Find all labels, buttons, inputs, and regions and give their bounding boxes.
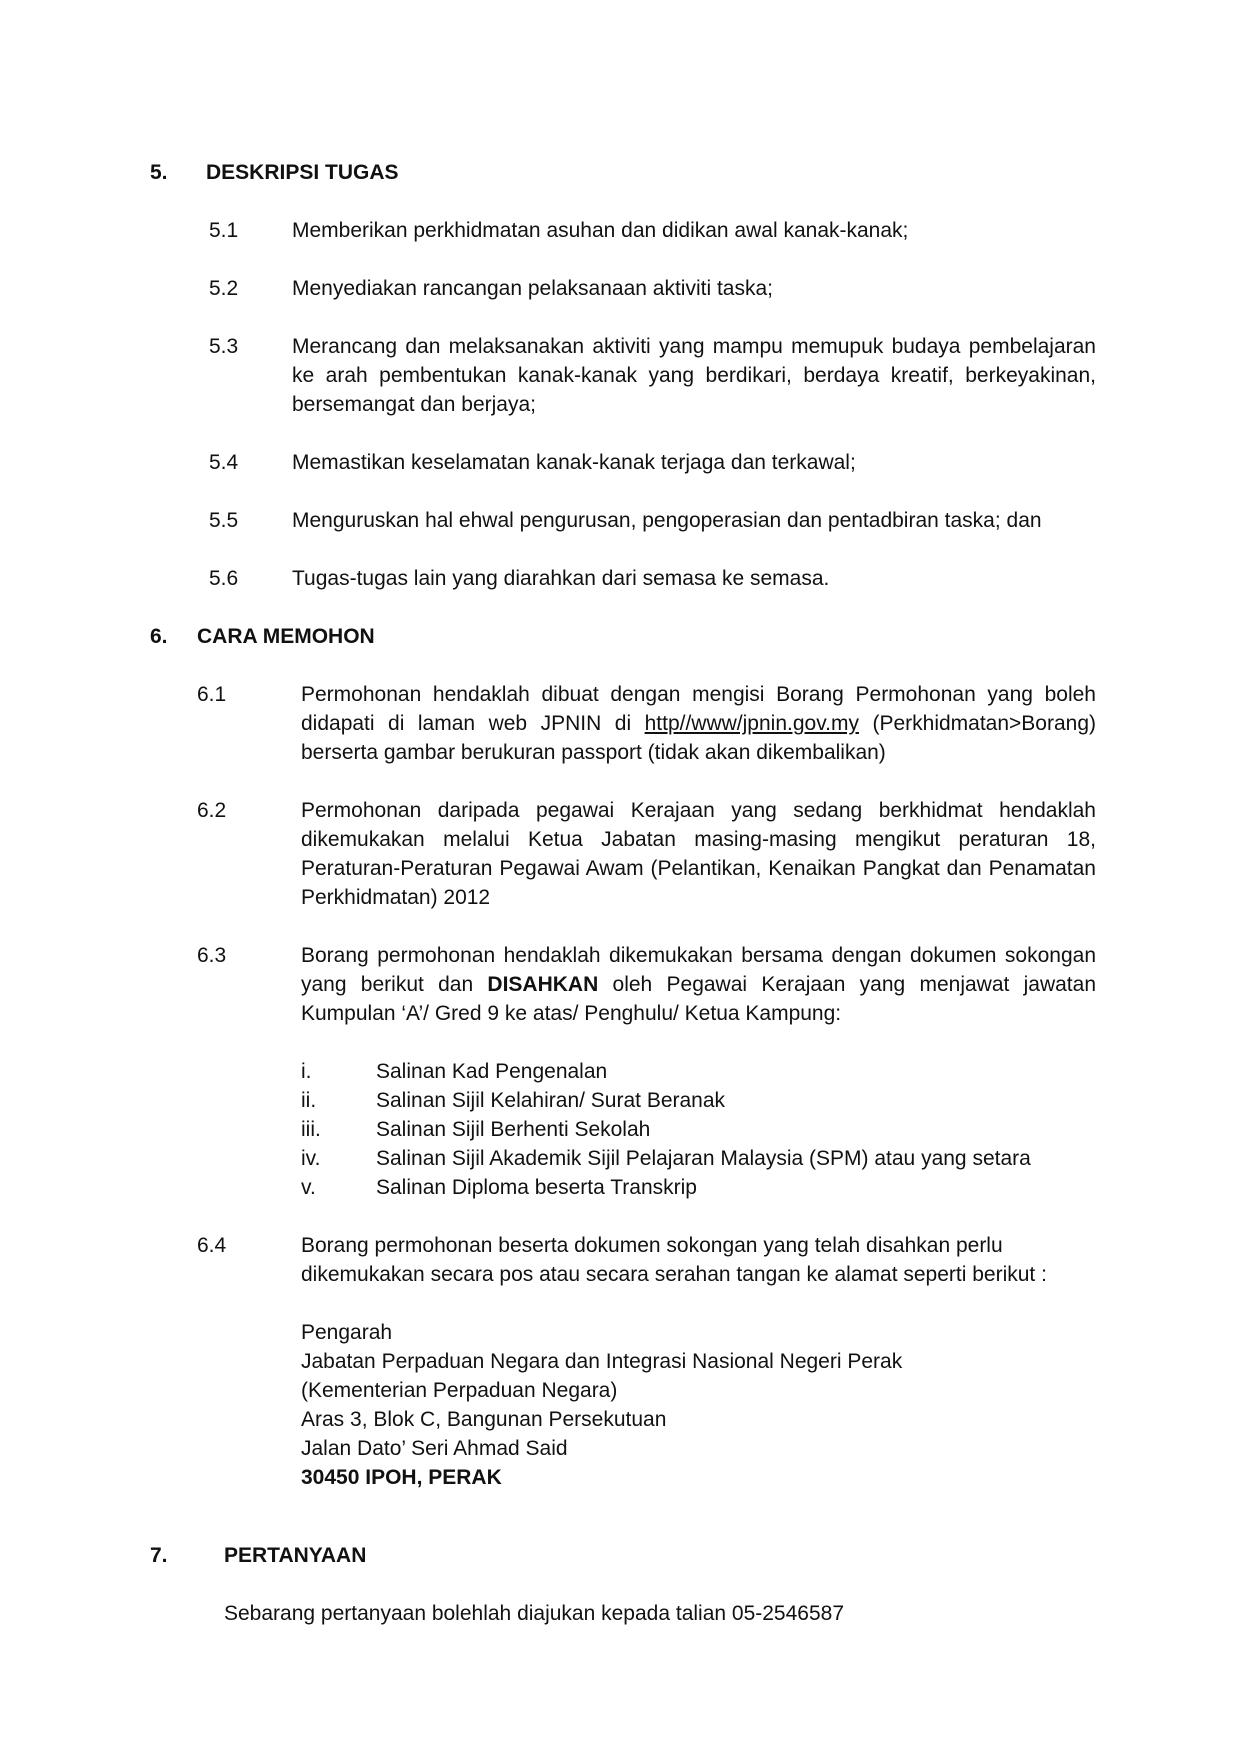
section5-number: 5. <box>150 161 168 184</box>
address-line-2: Jabatan Perpaduan Negara dan Integrasi Nasional Negeri Perak <box>301 1350 903 1373</box>
address-line-3: (Kementerian Perpaduan Negara) <box>301 1379 618 1402</box>
item-5-1-text: Memberikan perkhidmatan asuhan dan didikan awal kanak-kanak; <box>292 219 909 242</box>
item-5-4-text: Memastikan keselamatan kanak-kanak terjaga dan terkawal; <box>292 451 856 474</box>
item-6-1-text <box>301 680 1096 767</box>
section6-title: CARA MEMOHON <box>197 625 375 648</box>
document-iii-number: iii. <box>301 1118 321 1141</box>
address-line-4: Aras 3, Blok C, Bangunan Persekutuan <box>301 1408 667 1431</box>
jpnin-website-link[interactable]: http//www/jpnin.gov.my <box>644 712 859 735</box>
item-6-3-text-before: Borang permohonan hendaklah dikemukakan bersama dengan dokumen sokongan yang berikut dan <box>301 944 1096 996</box>
item-6-2-text: Permohonan daripada pegawai Kerajaan yang sedang berkhidmat hendaklah dikemukakan melalui Ketua Jabatan masing-masing mengikut peraturan 18, Peraturan-Peraturan Pegawai Awam (Pelantikan, Kenaikan Pangkat dan Penamatan Perkhidmatan) 2012 <box>301 799 1096 909</box>
item-6-3-text-after: oleh Pegawai Kerajaan yang menjawat jawatan Kumpulan ‘A’/ Gred 9 ke atas/ Penghulu/ Ketua Kampung: <box>301 973 1097 1025</box>
section7-number: 7. <box>150 1544 168 1567</box>
section7-title: PERTANYAAN <box>224 1544 367 1567</box>
item-6-1-text-after: (Perkhidmatan>Borang) berserta gambar berukuran passport (tidak akan dikembalikan) <box>301 712 1096 764</box>
item-5-6-text: Tugas-tugas lain yang diarahkan dari semasa ke semasa. <box>292 567 830 590</box>
document-v-number: v. <box>301 1176 316 1199</box>
item-6-3-number: 6.3 <box>197 944 227 967</box>
document-iv-text: Salinan Sijil Akademik Sijil Pelajaran Malaysia (SPM) atau yang setara <box>376 1147 1031 1170</box>
item-5-5-number: 5.5 <box>209 509 239 532</box>
item-6-1-number: 6.1 <box>197 683 227 706</box>
item-5-3-text: Merancang dan melaksanakan aktiviti yang mampu memupuk budaya pembelajaran ke arah pembentukan kanak-kanak yang berdikari, berdaya kreatif, berkeyakinan, bersemangat dan berjaya; <box>292 335 1096 416</box>
item-5-2-number: 5.2 <box>209 277 239 300</box>
address-postcode-city: 30450 IPOH, PERAK <box>301 1466 502 1489</box>
item-5-4-number: 5.4 <box>209 451 239 474</box>
item-5-5-text: Menguruskan hal ehwal pengurusan, pengoperasian dan pentadbiran taska; dan <box>292 509 1042 532</box>
document-iii-text: Salinan Sijil Berhenti Sekolah <box>376 1118 651 1141</box>
address-line-5: Jalan Dato’ Seri Ahmad Said <box>301 1437 568 1460</box>
address-line-1: Pengarah <box>301 1321 393 1344</box>
item-5-2-text: Menyediakan rancangan pelaksanaan aktiviti taska; <box>292 277 773 300</box>
item-5-1-number: 5.1 <box>209 219 239 242</box>
item-6-4-text: Borang permohonan beserta dokumen sokongan yang telah disahkan perlu dikemukakan secara pos atau secara serahan tangan ke alamat seperti berikut : <box>301 1234 1047 1286</box>
item-6-1-text-before: Permohonan hendaklah dibuat dengan mengisi Borang Permohonan yang boleh didapati di laman web JPNIN di <box>301 683 1096 735</box>
section6-number: 6. <box>150 625 168 648</box>
document-i-text: Salinan Kad Pengenalan <box>376 1060 608 1083</box>
item-6-3-bold-word: DISAHKAN <box>487 973 599 996</box>
item-5-3-number: 5.3 <box>209 335 239 358</box>
document-iv-number: iv. <box>301 1147 321 1170</box>
document-ii-number: ii. <box>301 1089 317 1112</box>
item-6-4-number: 6.4 <box>197 1234 227 1257</box>
document-ii-text: Salinan Sijil Kelahiran/ Surat Beranak <box>376 1089 726 1112</box>
section7-text: Sebarang pertanyaan bolehlah diajukan kepada talian 05-2546587 <box>224 1602 845 1625</box>
document-i-number: i. <box>301 1060 312 1083</box>
document-v-text: Salinan Diploma beserta Transkrip <box>376 1176 697 1199</box>
item-6-3-text <box>301 941 1096 1028</box>
item-6-2-number: 6.2 <box>197 799 227 822</box>
section5-title: DESKRIPSI TUGAS <box>206 161 399 184</box>
item-5-6-number: 5.6 <box>209 567 239 590</box>
